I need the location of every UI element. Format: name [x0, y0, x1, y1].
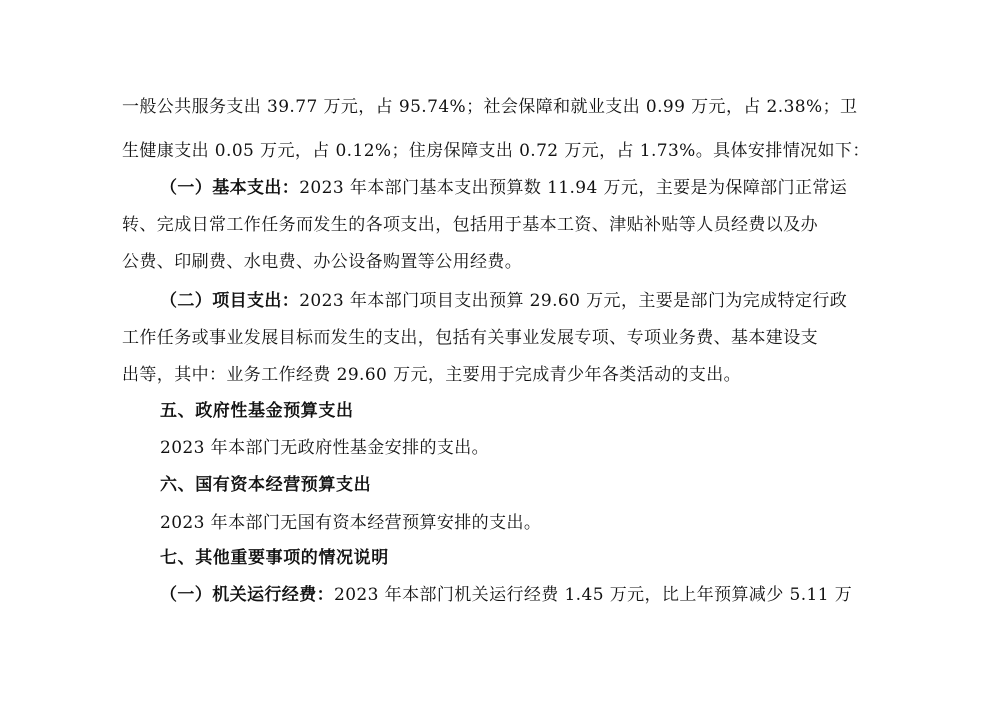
project-expenditure-label: （二）项目支出： [160, 291, 300, 311]
paragraph-1-line-1: 一般公共服务支出 39.77 万元，占 95.74%；社会保障和就业支出 0.99 万元，占 2.38%；卫 [122, 97, 858, 117]
project-expenditure-first-line [160, 290, 847, 312]
project-expenditure-text-1: 2023 年本部门项目支出预算 29.60 万元，主要是部门为完成特定行政 [299, 291, 848, 311]
section-5-text: 2023 年本部门无政府性基金安排的支出。 [160, 438, 490, 458]
basic-expenditure-label: （一）基本支出： [160, 178, 300, 198]
basic-expenditure-line-2: 转、完成日常工作任务而发生的各项支出，包括用于基本工资、津贴补贴等人员经费以及办 [122, 215, 818, 235]
section-7-text-1: 2023 年本部门机关运行经费 1.45 万元，比上年预算减少 5.11 万 [334, 585, 853, 605]
project-expenditure-line-3: 出等，其中：业务工作经费 29.60 万元，主要用于完成青少年各类活动的支出。 [122, 365, 742, 385]
section-6-heading: 六、国有资本经营预算支出 [160, 475, 372, 495]
basic-expenditure-text-1: 2023 年本部门基本支出预算数 11.94 万元，主要是为保障部门正常运 [299, 178, 848, 198]
paragraph-1-line-2: 生健康支出 0.05 万元，占 0.12%；住房保障支出 0.72 万元，占 1.73%。具体安排情况如下： [122, 141, 870, 161]
basic-expenditure-first-line [160, 177, 847, 199]
section-7-heading: 七、其他重要事项的情况说明 [160, 548, 389, 568]
project-expenditure-line-2: 工作任务或事业发展目标而发生的支出，包括有关事业发展专项、专项业务费、基本建设支 [122, 328, 818, 348]
section-5-heading: 五、政府性基金预算支出 [160, 401, 354, 421]
section-7-sub-label: （一）机关运行经费： [160, 585, 334, 605]
section-6-text: 2023 年本部门无国有资本经营预算安排的支出。 [160, 513, 542, 533]
section-7-first-line [160, 584, 852, 606]
basic-expenditure-line-3: 公费、印刷费、水电费、办公设备购置等公用经费。 [122, 252, 523, 272]
